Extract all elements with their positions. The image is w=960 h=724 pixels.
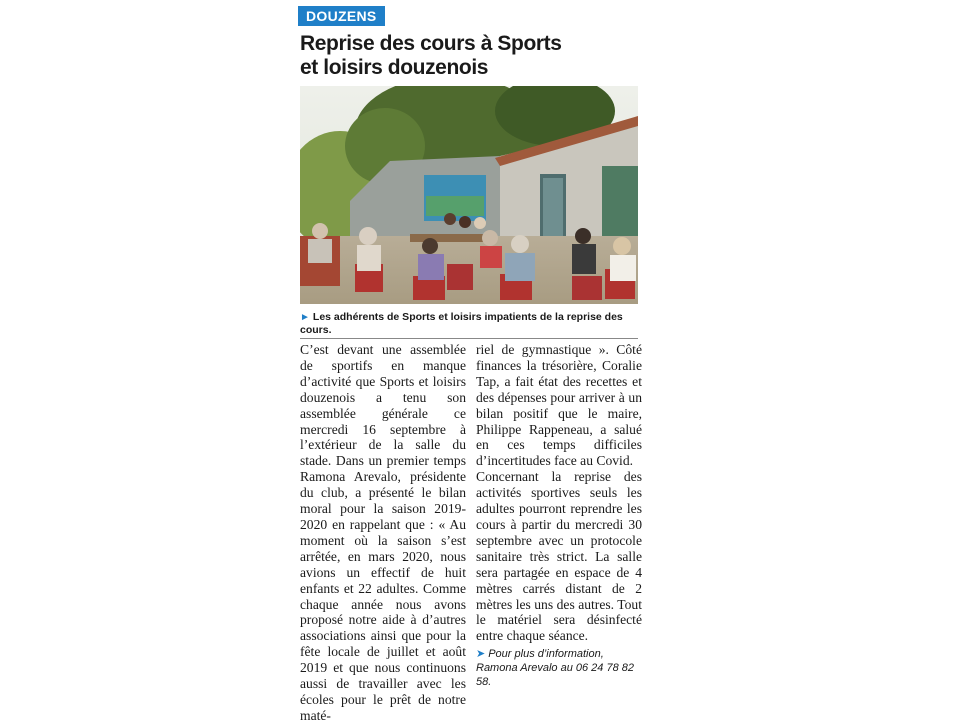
article-paragraph: C’est devant une assemblée de sportifs en manque d’activité que Sports et loisirs douzenois a tenu son assemblée générale ce mercredi 16 septembre à l’extérieur de la salle du stade. Dans un premier temps Ramona Arevalo, présidente du club, a présenté le bilan moral pour la saison 2019-2020 en rappelant que : « Au moment où la saison s’est arrêtée, en mars 2020, nous avions un effectif de huit enfants et 22 adultes. Comme chaque année nous avons proposé notre aide à d’autres associations ainsi que pour la fête locale de juillet et août 2019 et que nous continuons aussi de travailler avec les écoles pour le prêt de notre maté- bbox=[300, 342, 466, 723]
triangle-right-icon: ► bbox=[300, 312, 310, 323]
headline-line-1: Reprise des cours à Sports bbox=[300, 32, 562, 55]
section-tag: DOUZENS bbox=[298, 6, 385, 26]
article-headline bbox=[300, 32, 640, 80]
headline-line-2: et loisirs douzenois bbox=[300, 56, 489, 79]
caption-text: Les adhérents de Sports et loisirs impatients de la reprise des cours. bbox=[300, 311, 623, 336]
article-paragraph: riel de gymnastique ». Côté finances la trésorière, Coralie Tap, a fait état des recettes et des dépenses pour arriver à un bilan positif que le maire, Philippe Rappeneau, a salué en ces temps difficiles d’incertitudes face au Covid. bbox=[476, 342, 642, 469]
caption-divider bbox=[300, 338, 638, 339]
article-photo bbox=[300, 86, 638, 304]
photo-illustration bbox=[300, 86, 638, 304]
photo-caption bbox=[300, 311, 638, 337]
article-column-left bbox=[300, 342, 466, 724]
more-info bbox=[476, 647, 642, 689]
arrow-right-icon: ➤ bbox=[476, 648, 486, 661]
article-paragraph: Concernant la reprise des activités sportives seuls les adultes pourront reprendre les cours à partir du mercredi 30 septembre avec un protocole sanitaire très strict. La salle sera partagée en espace de 4 mètres carrés distant de 2 mètres les uns des autres. Tout le matériel sera désinfecté entre chaque séance. bbox=[476, 469, 642, 644]
article-column-right bbox=[476, 342, 642, 689]
more-info-text: Pour plus d’information, Ramona Arevalo au 06 24 78 82 58. bbox=[476, 648, 634, 689]
